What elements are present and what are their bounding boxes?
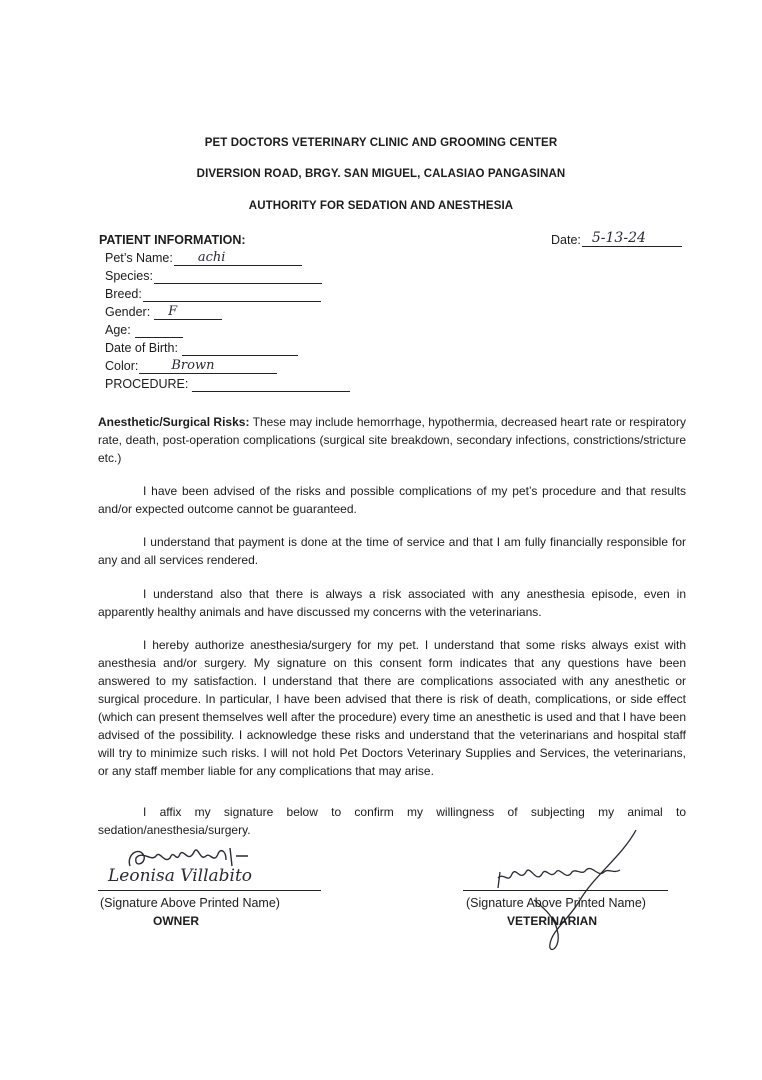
- owner-signature-caption: (Signature Above Printed Name): [100, 896, 280, 910]
- owner-printed-name: Leonisa Villabito: [108, 866, 253, 886]
- age-line: [135, 324, 183, 338]
- owner-role-label: OWNER: [153, 914, 199, 928]
- paragraph-authorization: I hereby authorize anesthesia/surgery for my pet. I understand that some risks always exist with anesthesia and/or surgery. My signature on this consent form indicates that any questions have been answered to my satisfaction. I understand that there are complications associated with any anesthetic or surgical procedure. In particular, I have been advised that there is risk of death, complications, or side effect (which can present themselves well after the procedure) every time an anesthetic is used and that I have been advised of the possibility. I acknowledge these risks and understand that the veterinarians and hospital staff will try to minimize such risks. I will not hold Pet Doctors Veterinary Supplies and Services, the veterinarians, or any staff member liable for any complications that may arise.: [98, 638, 686, 778]
- breed-label: Breed:: [105, 287, 142, 301]
- species-line: [154, 270, 322, 284]
- form-title: AUTHORITY FOR SEDATION AND ANESTHESIA: [248, 200, 514, 212]
- veterinarian-signature-drawing: [490, 826, 670, 958]
- age-field: [105, 323, 183, 338]
- paragraph-advised: I have been advised of the risks and possible complications of my pet’s procedure and that results and/or expected outcome cannot be guaranteed.: [98, 484, 686, 516]
- color-value: Brown: [171, 358, 215, 373]
- procedure-line: [192, 378, 350, 392]
- date-line: [582, 230, 682, 247]
- veterinarian-role-label: VETERINARIAN: [507, 914, 598, 928]
- gender-label: Gender:: [105, 305, 151, 319]
- risks-text: These may include hemorrhage, hypothermia, decreased heart rate or respiratory rate, death, post-operation complications (surgical site breakdown, secondary infections, constrictions/stricture etc.): [98, 415, 686, 465]
- clinic-name: PET DOCTORS VETERINARY CLINIC AND GROOMING CENTER: [204, 137, 558, 149]
- clinic-address: DIVERSION ROAD, BRGY. SAN MIGUEL, CALASIAO PANGASINAN: [196, 168, 566, 180]
- gender-field: [105, 305, 222, 320]
- owner-signature-line: [98, 890, 321, 891]
- veterinarian-signature-line: [463, 890, 668, 891]
- date-label: Date:: [551, 233, 581, 247]
- paragraph-payment: I understand that payment is done at the time of service and that I am fully financially responsible for any and all services rendered.: [98, 535, 686, 567]
- breed-line: [143, 288, 321, 302]
- gender-value: F: [168, 304, 178, 319]
- paragraph-affix-signature: I affix my signature below to confirm my willingness of subjecting my animal to sedation/anesthesia/surgery.: [98, 805, 686, 837]
- patient-information-heading: PATIENT INFORMATION:: [99, 233, 246, 247]
- date-of-birth-field: [105, 341, 298, 356]
- risks-title: Anesthetic/Surgical Risks:: [98, 415, 250, 429]
- pets-name-label: Pet’s Name:: [105, 251, 173, 265]
- pets-name-field: [105, 251, 302, 266]
- date-of-birth-label: Date of Birth:: [105, 341, 178, 355]
- color-field: [105, 359, 277, 374]
- species-field: [105, 269, 322, 284]
- date-of-birth-line: [182, 342, 298, 356]
- veterinarian-signature-caption: (Signature Above Printed Name): [466, 896, 646, 910]
- procedure-label: PROCEDURE:: [105, 377, 189, 391]
- risks-paragraph: [98, 413, 686, 467]
- paragraph-risk-anesthesia: I understand also that there is always a risk associated with any anesthesia episode, even in apparently healthy animals and have discussed my concerns with the veterinarians.: [98, 587, 686, 619]
- color-line: [139, 360, 277, 374]
- procedure-field: [105, 377, 350, 392]
- date-field: [551, 230, 682, 247]
- breed-field: [105, 287, 321, 302]
- date-value: 5-13-24: [591, 230, 646, 246]
- gender-line: [154, 306, 222, 320]
- pets-name-value: achi: [197, 250, 226, 265]
- pets-name-line: [174, 252, 302, 266]
- color-label: Color:: [105, 359, 139, 373]
- age-label: Age:: [105, 323, 131, 337]
- species-label: Species:: [105, 269, 153, 283]
